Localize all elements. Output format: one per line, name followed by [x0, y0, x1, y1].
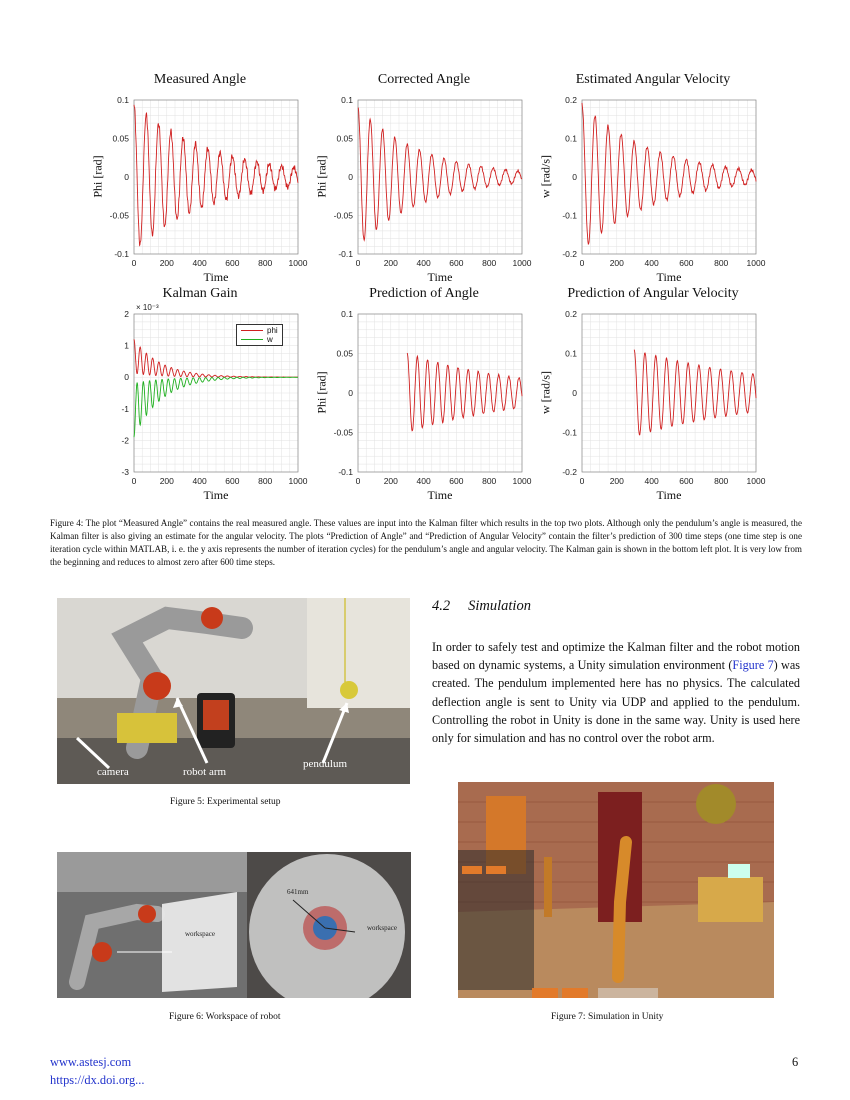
footer-journal-link[interactable]: www.astesj.com	[50, 1055, 132, 1069]
x-tick-label: 600	[679, 476, 694, 486]
x-tick-label: 600	[449, 476, 464, 486]
label-pendulum: pendulum	[303, 758, 347, 770]
y-tick-label: 0.05	[336, 348, 353, 359]
y-tick-label: -2	[121, 435, 129, 446]
y-tick-label: -0.05	[333, 210, 353, 221]
x-tick-label: 800	[482, 258, 497, 268]
x-tick-label: 1000	[746, 476, 766, 486]
section-title: Simulation	[468, 598, 531, 614]
page-number: 6	[792, 1055, 799, 1069]
figure7-photo	[458, 782, 774, 998]
y-tick-label: -0.1	[562, 427, 577, 438]
plot-title: Prediction of Angular Velocity	[567, 286, 739, 301]
y-tick-label: -0.1	[338, 249, 353, 259]
y-tick-label: 0.1	[565, 348, 577, 359]
unity-simulation-image	[458, 782, 774, 998]
x-tick-label: 0	[131, 476, 137, 486]
x-tick-label: 800	[258, 476, 273, 486]
x-tick-label: 600	[225, 476, 240, 486]
x-tick-label: 200	[609, 258, 624, 268]
y-tick-label: 0.2	[565, 95, 577, 105]
plot-canvas	[90, 74, 310, 288]
y-tick-label: -0.2	[562, 249, 577, 259]
section-paragraph	[432, 638, 800, 747]
x-axis-label: Time	[656, 270, 682, 284]
y-axis-label: Phi [rad]	[314, 155, 329, 198]
x-tick-label: 400	[192, 258, 207, 268]
y-tick-label: 0.2	[565, 309, 577, 319]
x-tick-label: 800	[714, 258, 729, 268]
plot-corrected-angle	[314, 74, 534, 288]
legend-swatch	[241, 339, 263, 340]
figure5-caption: Figure 5: Experimental setup	[170, 797, 281, 807]
x-tick-label: 0	[579, 258, 585, 268]
x-tick-label: 600	[449, 258, 464, 268]
figure6-photo	[57, 852, 411, 998]
y-tick-label: -0.2	[562, 467, 577, 477]
figure4-caption: Figure 4: The plot “Measured Angle” contains the real measured angle. These values are input into the Kalman filter which results in the top two plots. Although only the pendulum’s angle is measured, the Kalman filter is also giving an estimate for the angular velocity. The plots “Prediction of Angle” and “Prediction of Angular Velocity” contain the filter’s prediction of 300 time steps (one time step is one iteration cycle within MATLAB, i. e. the y axis represents the number of iteration cycles) for the pendulum’s angle and angular velocity. The Kalman gain is shown in the bottom left plot. It is very low from the beginning and reduces to almost zero after 600 time steps.	[50, 518, 802, 567]
figure6-caption: Figure 6: Workspace of robot	[169, 1012, 281, 1022]
x-tick-label: 200	[159, 476, 174, 486]
plot-measured-angle	[90, 74, 310, 288]
plot-legend	[236, 324, 283, 346]
x-tick-label: 0	[355, 476, 361, 486]
x-tick-label: 1000	[746, 258, 766, 268]
y-tick-label: -0.1	[338, 467, 353, 477]
plot-title: Estimated Angular Velocity	[575, 72, 731, 87]
x-tick-label: 400	[644, 476, 659, 486]
y-tick-label: 0	[572, 388, 577, 398]
plot-title: Measured Angle	[153, 72, 247, 87]
experimental-setup-image	[57, 598, 410, 784]
x-tick-label: 600	[679, 258, 694, 268]
y-tick-label: -0.05	[109, 210, 129, 221]
x-tick-label: 800	[714, 476, 729, 486]
footer-doi-link[interactable]: https://dx.doi.org...	[50, 1073, 145, 1087]
x-tick-label: 0	[131, 258, 137, 268]
plot-prediction-angle	[314, 288, 534, 506]
x-tick-label: 1000	[512, 258, 532, 268]
paragraph-text-2: ) was created. The pendulum implemented here has no physics. The calculated deflection angle is sent to Unity via UDP and applied to the pendulum. Controlling the robot in Unity is done in the same way. Unity is used here only for simulation and has no control over the robot arm.	[432, 658, 801, 746]
y-axis-label: Phi [rad]	[90, 155, 105, 198]
figure7-link[interactable]: Figure 7	[732, 658, 774, 673]
y-tick-label: 0.1	[341, 309, 353, 319]
x-tick-label: 400	[416, 258, 431, 268]
plot-prediction-angular-velocity	[538, 288, 768, 506]
y-axis-label: w [rad/s]	[538, 371, 553, 414]
y-tick-label: 0	[348, 388, 353, 398]
y-tick-label: 0	[572, 172, 577, 182]
y-axis-label: w [rad/s]	[538, 155, 553, 198]
x-tick-label: 0	[579, 476, 585, 486]
plot-canvas	[314, 288, 534, 506]
x-tick-label: 600	[225, 258, 240, 268]
y-tick-label: -0.05	[333, 427, 353, 438]
axis-exponent: × 10⁻³	[136, 303, 159, 312]
y-tick-label: 2	[124, 309, 129, 319]
workspace-image	[57, 852, 411, 998]
figure7-caption: Figure 7: Simulation in Unity	[551, 1012, 664, 1022]
figure5-photo	[57, 598, 410, 784]
y-tick-label: 0.1	[341, 95, 353, 105]
plot-estimated-angular-velocity	[538, 74, 768, 288]
y-tick-label: 0.05	[336, 133, 353, 144]
y-tick-label: 0.1	[117, 95, 129, 105]
x-tick-label: 1000	[288, 476, 308, 486]
y-tick-label: -3	[121, 467, 129, 477]
x-tick-label: 200	[383, 258, 398, 268]
plot-canvas	[538, 288, 768, 506]
x-axis-label: Time	[427, 270, 453, 284]
plot-title: Prediction of Angle	[369, 286, 479, 301]
plot-title: Kalman Gain	[162, 286, 238, 301]
x-axis-label: Time	[203, 488, 229, 502]
legend-swatch	[241, 330, 263, 331]
plot-canvas	[90, 288, 310, 506]
y-tick-label: -0.1	[562, 210, 577, 221]
legend-label: w	[267, 335, 273, 344]
plot-canvas	[314, 74, 534, 288]
plot-title: Corrected Angle	[377, 72, 471, 87]
y-tick-label: 0	[124, 172, 129, 182]
y-tick-label: 0	[348, 172, 353, 182]
y-axis-label: Phi [rad]	[314, 371, 329, 414]
x-tick-label: 400	[192, 476, 207, 486]
section-number: 4.2	[432, 598, 451, 614]
x-tick-label: 1000	[288, 258, 308, 268]
x-tick-label: 400	[644, 258, 659, 268]
legend-entry	[241, 335, 278, 344]
y-tick-label: 0	[124, 372, 129, 383]
plot-kalman-gain	[90, 288, 310, 506]
x-tick-label: 1000	[512, 476, 532, 486]
x-axis-label: Time	[203, 270, 229, 284]
y-tick-label: 0.1	[565, 133, 577, 144]
label-camera: camera	[97, 766, 129, 778]
label-workspace-right: workspace	[367, 924, 397, 932]
x-tick-label: 800	[482, 476, 497, 486]
x-axis-label: Time	[656, 488, 682, 502]
label-641mm: 641mm	[287, 888, 309, 896]
plot-canvas	[538, 74, 768, 288]
label-workspace-left: workspace	[185, 930, 215, 938]
x-tick-label: 400	[416, 476, 431, 486]
x-tick-label: 0	[355, 258, 361, 268]
section-heading	[432, 598, 549, 615]
y-tick-label: -0.1	[114, 249, 129, 259]
x-tick-label: 200	[159, 258, 174, 268]
x-axis-label: Time	[427, 488, 453, 502]
x-tick-label: 200	[609, 476, 624, 486]
legend-label: phi	[267, 326, 278, 335]
x-tick-label: 200	[383, 476, 398, 486]
label-robot-arm: robot arm	[183, 766, 227, 778]
legend-entry	[241, 326, 278, 335]
y-tick-label: 1	[124, 340, 129, 351]
x-tick-label: 800	[258, 258, 273, 268]
y-tick-label: -1	[121, 403, 129, 414]
y-tick-label: 0.05	[112, 133, 129, 144]
paragraph-text-1: In order to safely test and optimize the Kalman filter and the robot motion based on dynamic systems, a Unity simulation environment (	[432, 640, 800, 673]
